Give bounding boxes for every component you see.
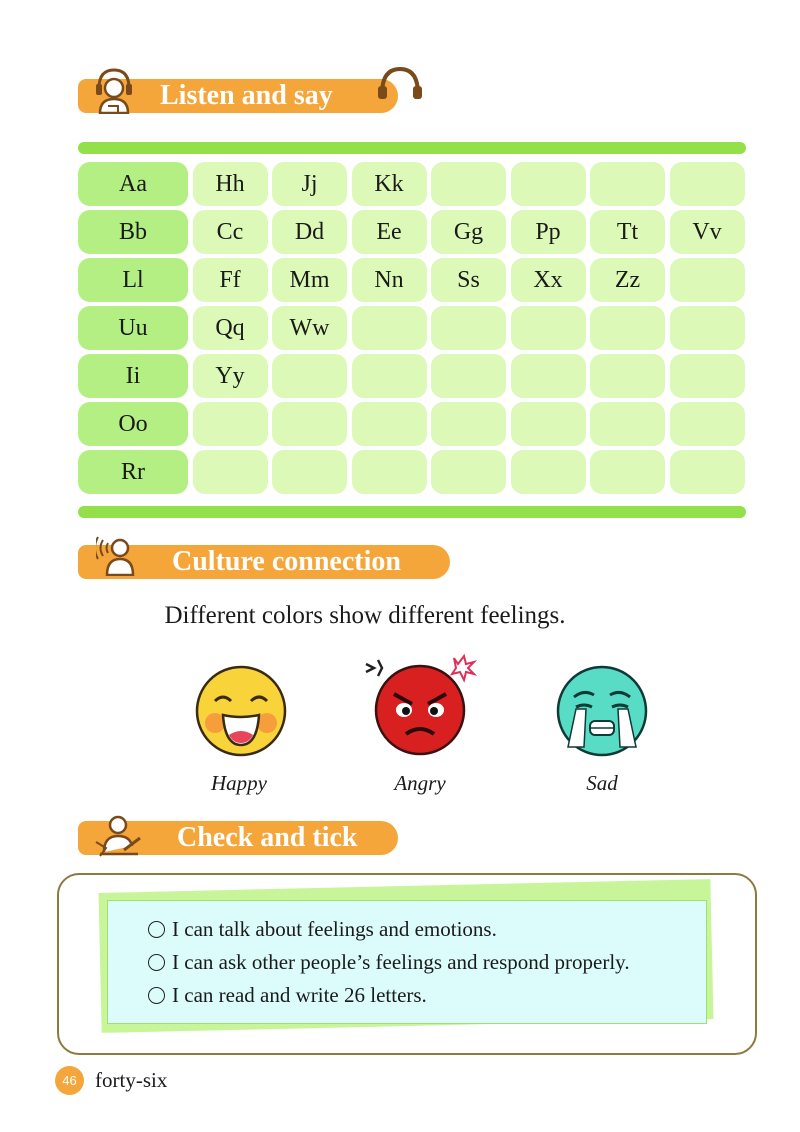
- letter-cell: [431, 402, 506, 446]
- happy-face-icon: [193, 663, 289, 759]
- letter-cell: [431, 162, 506, 206]
- checklist-item-text: I can read and write 26 letters.: [172, 983, 427, 1007]
- letter-cell: [511, 402, 586, 446]
- letter-cell: [670, 402, 745, 446]
- listener-with-headphones-icon: [92, 66, 136, 114]
- checklist-item[interactable]: [148, 946, 630, 979]
- letter-cell: [670, 450, 745, 494]
- headphones-icon: [376, 64, 424, 100]
- letter-cell: Xx: [511, 258, 586, 302]
- letter-cell: [431, 450, 506, 494]
- letter-row-head-cell: Oo: [78, 402, 188, 446]
- letter-cell: [670, 258, 745, 302]
- page-number-badge: 46: [55, 1066, 84, 1095]
- letter-cell: Ff: [193, 258, 268, 302]
- letter-cell: Mm: [272, 258, 347, 302]
- letter-cell: Vv: [670, 210, 745, 254]
- letter-cell: [511, 306, 586, 350]
- letter-row-head-cell: Ll: [78, 258, 188, 302]
- sad-face-icon: [554, 663, 650, 759]
- sad-caption: Sad: [586, 771, 618, 795]
- letter-cell: [352, 306, 427, 350]
- checklist-item-text: I can talk about feelings and emotions.: [172, 917, 497, 941]
- checklist-item[interactable]: [148, 979, 630, 1012]
- letter-cell: [511, 162, 586, 206]
- letter-cell: [590, 354, 665, 398]
- checklist: [148, 913, 630, 1012]
- page-number-word: forty-six: [95, 1068, 168, 1092]
- letter-cell: Kk: [352, 162, 427, 206]
- letter-cell: [352, 450, 427, 494]
- letter-cell: [590, 402, 665, 446]
- letter-cell: [670, 354, 745, 398]
- letter-cell: [352, 354, 427, 398]
- letter-cell: [431, 354, 506, 398]
- letter-row-head-cell: Bb: [78, 210, 188, 254]
- letter-cell: [590, 450, 665, 494]
- letter-row-head-cell: Aa: [78, 162, 188, 206]
- letter-cell: Nn: [352, 258, 427, 302]
- checklist-item-text: I can ask other people’s feelings and respond properly.: [172, 950, 630, 974]
- letter-cell: [670, 162, 745, 206]
- letter-row-head-cell: Rr: [78, 450, 188, 494]
- letter-cell: Yy: [193, 354, 268, 398]
- letter-cell: Ss: [431, 258, 506, 302]
- letter-cell: Hh: [193, 162, 268, 206]
- letter-cell: [272, 402, 347, 446]
- angry-caption: Angry: [394, 771, 446, 795]
- check-and-tick-title: Check and tick: [177, 822, 358, 853]
- tick-circle-icon[interactable]: [148, 987, 165, 1004]
- letter-cell: [590, 306, 665, 350]
- table-bottom-bar: [78, 506, 746, 518]
- writing-person-icon: [94, 812, 144, 858]
- letter-cell: Dd: [272, 210, 347, 254]
- culture-subtitle: Different colors show different feelings.: [164, 602, 566, 629]
- letter-cell: Gg: [431, 210, 506, 254]
- happy-caption: Happy: [211, 771, 267, 795]
- letter-cell: [272, 450, 347, 494]
- tick-circle-icon[interactable]: [148, 954, 165, 971]
- letter-cell: Ww: [272, 306, 347, 350]
- letter-cell: [511, 450, 586, 494]
- letter-cell: Cc: [193, 210, 268, 254]
- letter-cell: [511, 354, 586, 398]
- letter-cell: [590, 162, 665, 206]
- speaking-person-icon: [96, 534, 138, 576]
- letter-cell: Zz: [590, 258, 665, 302]
- table-top-bar: [78, 142, 746, 154]
- letter-cell: [352, 402, 427, 446]
- letter-cell: [272, 354, 347, 398]
- letter-row-head-cell: Uu: [78, 306, 188, 350]
- checklist-item[interactable]: [148, 913, 630, 946]
- letter-cell: Ee: [352, 210, 427, 254]
- culture-connection-title: Culture connection: [172, 546, 401, 577]
- letter-row-head-cell: Ii: [78, 354, 188, 398]
- letter-cell: [431, 306, 506, 350]
- letter-cell: [193, 402, 268, 446]
- letter-cell: [193, 450, 268, 494]
- angry-face-icon: [362, 652, 478, 758]
- tick-circle-icon[interactable]: [148, 921, 165, 938]
- letter-cell: Pp: [511, 210, 586, 254]
- listen-and-say-title: Listen and say: [160, 80, 333, 111]
- letter-table: [78, 162, 746, 494]
- letter-cell: Jj: [272, 162, 347, 206]
- letter-cell: [670, 306, 745, 350]
- letter-cell: Qq: [193, 306, 268, 350]
- letter-cell: Tt: [590, 210, 665, 254]
